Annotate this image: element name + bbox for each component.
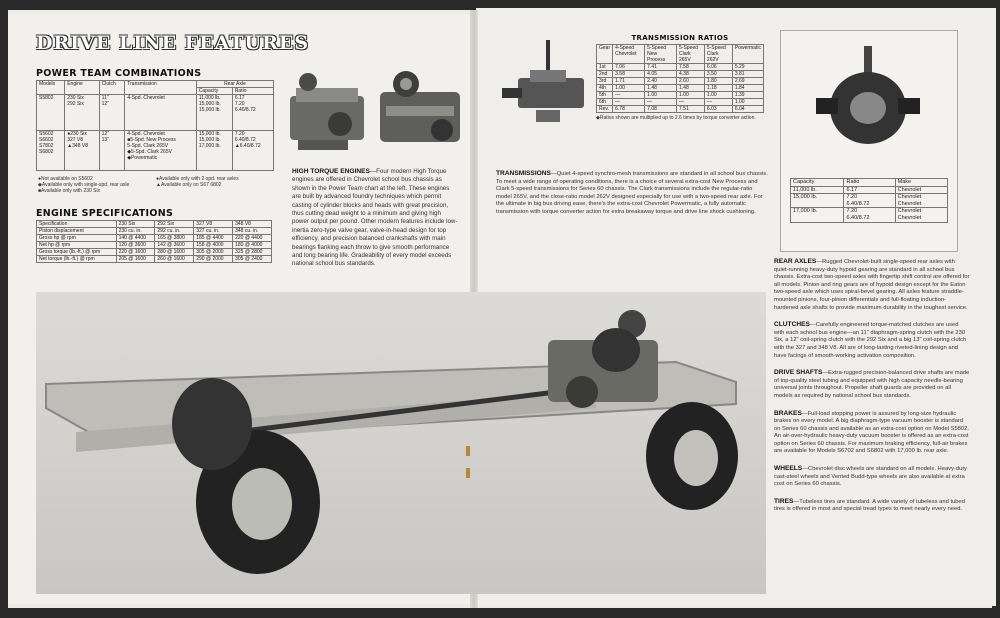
table-cell: 280 @ 1600: [155, 249, 194, 256]
table-cell: 1.84: [732, 85, 763, 92]
table-cell: 3.50: [704, 71, 732, 78]
transmission-ratios-heading: TRANSMISSION RATIOS: [631, 34, 729, 42]
transmission-ratios-panel: [596, 34, 764, 121]
footnote: ▲Available only on S67 6802: [156, 182, 222, 188]
table-cell: 230 cu. in.: [116, 228, 155, 235]
feature-tires: [774, 498, 970, 514]
table-cell: 11,000 lb.: [791, 186, 844, 194]
table-cell: 1.39: [732, 92, 763, 99]
table-cell: 220 @ 1600: [116, 249, 155, 256]
table-cell: 6.78: [613, 106, 645, 113]
table-cell: 2.60: [677, 78, 705, 85]
table-cell: 1.00: [677, 92, 705, 99]
feature-heading: WHEELS: [774, 465, 803, 473]
table-cell: 11,000 lb. 15,000 lb. 15,000 lb.: [196, 95, 232, 131]
table-cell: 7.20 6.40/8.72: [844, 208, 895, 222]
table-cell: 292 cu. in.: [155, 228, 194, 235]
table-cell: 6.17: [844, 186, 895, 194]
table-cell: Net hp @ rpm: [37, 242, 117, 249]
feature-text: —Extra-rugged precision-balanced drive shafts are made of top-quality steel tubing and equipped with high capacity needle-bearing universal joints throughout. Propeller shaft guards are provided on all models as required by national school bus standards.: [774, 370, 970, 399]
table-cell: 120 @ 3600: [116, 242, 155, 249]
col-header: 327 V8: [194, 221, 233, 228]
feature-heading: TIRES: [774, 497, 794, 505]
footnote: ●Not available on S5602: [38, 176, 93, 182]
table-cell: 7.08: [645, 106, 677, 113]
power-team-heading: POWER TEAM COMBINATIONS: [36, 68, 202, 79]
staple-icon: [466, 446, 470, 456]
chassis-photo: [36, 292, 766, 594]
table-cell: 1st: [597, 64, 613, 71]
rear-axle-table: [790, 178, 948, 223]
table-cell: 305 @ 2400: [233, 256, 272, 263]
feature-heading: DRIVE SHAFTS: [774, 369, 823, 377]
rear-axle-photo: [812, 40, 924, 160]
features-column: [774, 258, 970, 514]
table-cell: —: [613, 92, 645, 99]
table-cell: 1.00: [613, 85, 645, 92]
table-cell: 2.69: [732, 78, 763, 85]
table-cell: 185 @ 4400: [194, 235, 233, 242]
table-cell: 4-Spd. Chevrolet: [125, 95, 197, 131]
feature-text: —Chevrolet disc wheels are standard on all models. Heavy-duty cast-steel wheels and Vented Budd-type wheels are also available at extra cost on Series 60 chassis.: [774, 466, 967, 488]
power-team-notes-right: [156, 176, 276, 188]
power-team-table: [36, 80, 274, 171]
table-cell: 140 @ 4400: [116, 235, 155, 242]
table-cell: S5802: [37, 95, 65, 131]
table-cell: 1.00: [645, 92, 677, 99]
table-cell: 327 cu. in.: [194, 228, 233, 235]
col-header: Transmission: [125, 81, 197, 95]
col-header: Engine: [65, 81, 99, 95]
page-title: DRIVE LINE FEATURES: [36, 32, 310, 54]
col-header: 5-Speed Clark 265V: [677, 45, 705, 64]
table-cell: 4-Spd. Chevrolet ■5-Spd. New Process 5-Spd. Clark 265V ◆5-Spd. Clark 265V ◆Powermatic: [125, 131, 197, 171]
feature-wheels: [774, 465, 970, 489]
table-cell: —: [704, 99, 732, 106]
table-cell: 7.51: [677, 106, 705, 113]
engine-specs-table: [36, 220, 272, 263]
table-cell: S5602 S6602 S7802 S6802: [37, 131, 65, 171]
table-cell: 1.71: [613, 78, 645, 85]
feature-text: —Tubeless tires are standard. A wide variety of tubeless and tubed tires is offered in most and special tread types to meet nearly every need.: [774, 498, 965, 513]
feature-text: —Full-load stopping power is assured by long-size hydraulic brakes on every model. A big diaphragm-type vacuum booster is standard on Series 60 chassis and available as an extra-cost option on Model S5802. An air-over-hydraulic heavy-duty vacuum booster is offered as an extra-cost option on Series 60 chassis. For maximum braking efficiency, full-air brakes are available for Models S6702 and S6802 with 17,000 lb. rear axle.: [774, 410, 969, 455]
table-cell: 7.58: [677, 64, 705, 71]
table-cell: 348 cu. in.: [233, 228, 272, 235]
table-cell: 4.05: [645, 71, 677, 78]
table-cell: Chevrolet Chevrolet: [895, 194, 947, 208]
col-header: 230 Six: [116, 221, 155, 228]
table-cell: 7.06: [613, 64, 645, 71]
table-cell: —: [613, 99, 645, 106]
table-cell: 7.41: [645, 64, 677, 71]
ratios-footnote: ◆Ratios shown are multiplied up to 2.6 times by torque converter action.: [596, 115, 756, 121]
table-cell: 17,000 lb.: [791, 208, 844, 222]
table-cell: 1.48: [677, 85, 705, 92]
table-cell: 1.00: [704, 92, 732, 99]
col-header: 4-Speed Chevrolet: [613, 45, 645, 64]
table-cell: 12" 13": [99, 131, 125, 171]
engines-photo: [282, 66, 468, 162]
table-cell: 7.20 6.40/8.72: [844, 194, 895, 208]
table-cell: 3.81: [732, 71, 763, 78]
col-header: Clutch: [99, 81, 125, 95]
table-cell: 1.00: [732, 99, 763, 106]
feature-clutches: [774, 321, 970, 360]
table-cell: 1.80: [704, 78, 732, 85]
footnote: ●Available only with 2-spd. rear axles: [156, 176, 239, 182]
table-cell: 5th: [597, 92, 613, 99]
table-cell: Rev.: [597, 106, 613, 113]
table-cell: Net torque (lb.-ft.) @ rpm: [37, 256, 117, 263]
table-cell: 2nd: [597, 71, 613, 78]
table-cell: 6th: [597, 99, 613, 106]
table-cell: 6.04: [732, 106, 763, 113]
col-header: Rear Axle: [196, 81, 273, 88]
col-header: Capacity: [196, 88, 232, 95]
table-cell: 7.20 6.40/8.72 ▲6.40/8.72: [232, 131, 273, 171]
staple-icon: [466, 468, 470, 478]
high-torque-heading: HIGH TORQUE ENGINES: [292, 168, 370, 175]
col-header: Capacity: [791, 179, 844, 187]
differential-image: [816, 46, 920, 144]
col-header: Ratio: [844, 179, 895, 187]
table-cell: 2.40: [645, 78, 677, 85]
high-torque-paragraph: [292, 168, 458, 269]
table-cell: Chevrolet: [895, 186, 947, 194]
table-cell: 230 Six 292 Six: [65, 95, 99, 131]
transmissions-heading: TRANSMISSIONS: [496, 170, 551, 177]
table-cell: 220 @ 4400: [233, 235, 272, 242]
feature-text: —Carefully engineered torque-matched clutches are used with each school bus engine—an 11" diaphragm-spring clutch with the 230 Six, a 12" coil-spring clutch with the 292 Six and a big 13" coil-spring clutch with the 327 and 348 V8. All are of long-lasting riveted-lining design and have facings of smooth-working activation composition.: [774, 322, 967, 359]
table-cell: 325 @ 2800: [233, 249, 272, 256]
table-cell: 260 @ 1600: [155, 256, 194, 263]
table-cell: 158 @ 4000: [194, 242, 233, 249]
power-team-notes-left: [38, 176, 150, 194]
table-cell: Chevrolet Chevrolet: [895, 208, 947, 222]
table-cell: 3rd: [597, 78, 613, 85]
table-cell: 5.29: [732, 64, 763, 71]
feature-rear-axles: [774, 258, 970, 312]
footnote: ◆Available only with single-spd. rear axle: [38, 182, 130, 188]
feature-text: —Rugged Chevrolet-built single-speed rear axles with quiet-running heavy-duty hypoid gearing are standard in all school bus chassis. Extra-cost two-speed axles with fingertip shift control are offered for all models. Pinion and ring gears are of hypoid design except for the Eaton two-speed axle which uses spiral-bevel gearing. All axles feature straddle-mounted pinions, four-pinion differentials and full-floating induction-hardened axle shafts to provide maximum durability in the toughest service.: [774, 259, 970, 311]
feature-drive-shafts: [774, 369, 970, 400]
feature-brakes: [774, 410, 970, 457]
feature-heading: REAR AXLES: [774, 258, 817, 265]
table-cell: 15,000 lb. 15,000 lb. 17,000 lb.: [196, 131, 232, 171]
col-header: Powermatic: [732, 45, 763, 64]
table-cell: 142 @ 3600: [155, 242, 194, 249]
table-cell: 180 @ 4000: [233, 242, 272, 249]
table-cell: 6.17 7.20 6.40/8.72: [232, 95, 273, 131]
col-header: 292 Six: [155, 221, 194, 228]
table-cell: —: [645, 99, 677, 106]
table-cell: 3.58: [613, 71, 645, 78]
footnote: ■Available only with 230 Six: [38, 188, 101, 194]
transmission-photo: [500, 34, 594, 162]
col-header: Models: [37, 81, 65, 95]
col-header: 348 V8: [233, 221, 272, 228]
table-cell: 290 @ 2000: [194, 256, 233, 263]
table-cell: 4.38: [677, 71, 705, 78]
col-header: 5-Speed Clark 262V: [704, 45, 732, 64]
col-header: Specification: [37, 221, 117, 228]
table-cell: 165 @ 3800: [155, 235, 194, 242]
transmissions-text: —Quiet 4-speed synchro-mesh transmissions are standard in all school bus chassis. To meet a wide range of operating conditions, there is a choice of several extra-cost New Process and Clark 5-speed transmissions for Series 60 chassis. The Clark transmissions include the regular-ratio model 265V, and the close-ratio model 262V designed especially for use with a two-speed rear axle. For the ultimate in big bus driving ease, there's the extra-cost Chevrolet Powermatic, a fully automatic transmission with torque converter action for extra breakaway torque and drive line shock cushioning.: [496, 171, 768, 215]
table-cell: —: [677, 99, 705, 106]
table-cell: 4th: [597, 85, 613, 92]
feature-heading: BRAKES: [774, 409, 802, 417]
col-header: Ratio: [232, 88, 273, 95]
transmission-ratios-table: [596, 44, 764, 113]
table-cell: 6.03: [704, 106, 732, 113]
high-torque-text: —Four modern High Torque engines are offered in Chevrolet school bus chassis as shown in the Power Team chart at the left. These engines are built by advanced foundry techniques which permit casting of cylinder blocks and heads with great precision, thus cutting dead weight to a minimum and giving high power output per pound. Other modern features include low-inertia zero-type valve gear, valve-in-head design for top efficiency, and precision balanced crankshafts with main bearings flanking each throw to give smooth performance and long bearing life. Gradeability of every model exceeds national school bus standards.: [292, 168, 458, 268]
transmissions-paragraph: [496, 170, 768, 217]
col-header: Gear: [597, 45, 613, 64]
table-cell: 1.18: [704, 85, 732, 92]
col-header: Make: [895, 179, 947, 187]
table-cell: Gross hp @ rpm: [37, 235, 117, 242]
table-cell: ●230 Six 327 V8 ▲348 V8: [65, 131, 99, 171]
table-cell: 205 @ 1600: [116, 256, 155, 263]
table-cell: 1.48: [645, 85, 677, 92]
feature-heading: CLUTCHES: [774, 321, 810, 329]
table-cell: 6.06: [704, 64, 732, 71]
col-header: 5-Speed New Process: [645, 45, 677, 64]
table-cell: Piston displacement: [37, 228, 117, 235]
engine-specs-heading: ENGINE SPECIFICATIONS: [36, 208, 174, 219]
table-cell: Gross torque (lb.-ft.) @ rpm: [37, 249, 117, 256]
table-cell: 15,000 lb.: [791, 194, 844, 208]
table-cell: 305 @ 2000: [194, 249, 233, 256]
table-cell: 11" 12": [99, 95, 125, 131]
